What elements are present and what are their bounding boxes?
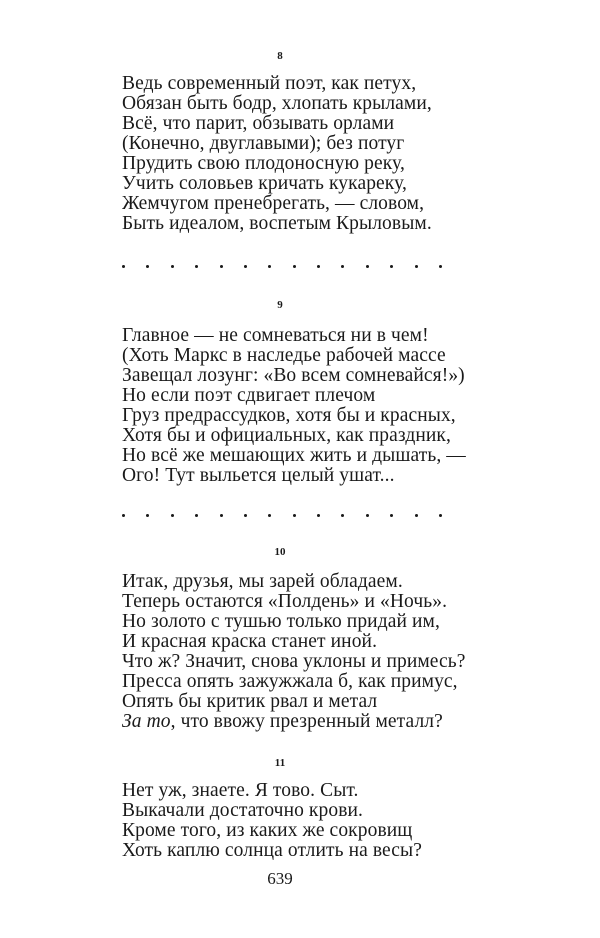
divider-dot [317,514,320,517]
stanza-11 [122,781,422,861]
verse-line: Жемчугом пренебрегать, — словом, [122,193,425,214]
verse-line: Итак, друзья, мы зарей обладаем. [122,571,403,592]
verse-line: Но если поэт сдвигает плечом [122,385,376,406]
divider-dot [293,514,296,517]
verse-line: Но всё же мешающих жить и дышать, — [122,445,466,466]
verse-line: Всё, что парит, обзывать орлами [122,113,395,134]
divider-dot [439,265,442,268]
divider-dot [268,265,271,268]
divider-dot [341,514,344,517]
divider-dot [293,265,296,268]
verse-line: Главное — не сомневаться ни в чем! [122,325,429,346]
verse-line-rest: , что ввожу презренный металл? [170,711,443,732]
verse-line: Прудить свою плодоносную реку, [122,153,405,174]
verse-line: Учить соловьев кричать кукареку, [122,173,407,194]
verse-line: Теперь остаются «Полдень» и «Ночь». [122,591,448,612]
stanza-8 [122,74,432,234]
divider-dot [171,265,174,268]
stanza-9 [122,326,466,486]
divider-dot [122,514,125,517]
verse-line [122,712,466,732]
verse-line: Выкачали достаточно крови. [122,800,364,821]
section-divider-dots [122,265,442,268]
verse-line: Пресса опять зажужжала б, как примус, [122,671,458,692]
section-number-9: 9 [277,299,283,311]
verse-line: Ого! Тут выльется целый ушат... [122,465,395,486]
divider-dot [244,265,247,268]
page-number: 639 [267,869,293,888]
divider-dot [268,514,271,517]
divider-dot [439,514,442,517]
section-number-8: 8 [277,50,283,62]
verse-line: Обязан быть бодр, хлопать крылами, [122,93,432,114]
verse-line: (Конечно, двуглавыми); без потуг [122,133,405,154]
section-number-11: 11 [274,757,286,769]
divider-dot [244,514,247,517]
divider-dot [415,265,418,268]
divider-dot [220,265,223,268]
verse-line: Хотя бы и официальных, как праздник, [122,425,451,446]
verse-line: Но золото с тушью только придай им, [122,611,440,632]
divider-dot [220,514,223,517]
divider-dot [195,514,198,517]
verse-line: Кроме того, из каких же сокровищ [122,820,413,841]
verse-line: Опять бы критик рвал и метал [122,691,378,712]
divider-dot [171,514,174,517]
divider-dot [317,265,320,268]
section-number-10: 10 [274,546,286,558]
verse-line: Что ж? Значит, снова уклоны и примесь? [122,651,466,672]
verse-line: Хоть каплю солнца отлить на весы? [122,840,422,861]
divider-dot [390,265,393,268]
divider-dot [146,514,149,517]
italic-fragment: За то [122,711,171,732]
divider-dot [341,265,344,268]
divider-dot [390,514,393,517]
divider-dot [195,265,198,268]
verse-line: (Хоть Маркс в наследье рабочей массе [122,345,446,366]
divider-dot [366,265,369,268]
section-divider-dots [122,514,442,517]
stanza-10 [122,572,466,732]
verse-line: Быть идеалом, воспетым Крыловым. [122,213,432,234]
divider-dot [366,514,369,517]
verse-line: Завещал лозунг: «Во всем сомневайся!») [122,365,465,386]
verse-line: Нет уж, знаете. Я тово. Сыт. [122,780,359,801]
verse-line: Ведь современный поэт, как петух, [122,73,417,94]
verse-line: Груз предрассудков, хотя бы и красных, [122,405,456,426]
verse-line: И красная краска станет иной. [122,631,378,652]
divider-dot [146,265,149,268]
divider-dot [415,514,418,517]
divider-dot [122,265,125,268]
